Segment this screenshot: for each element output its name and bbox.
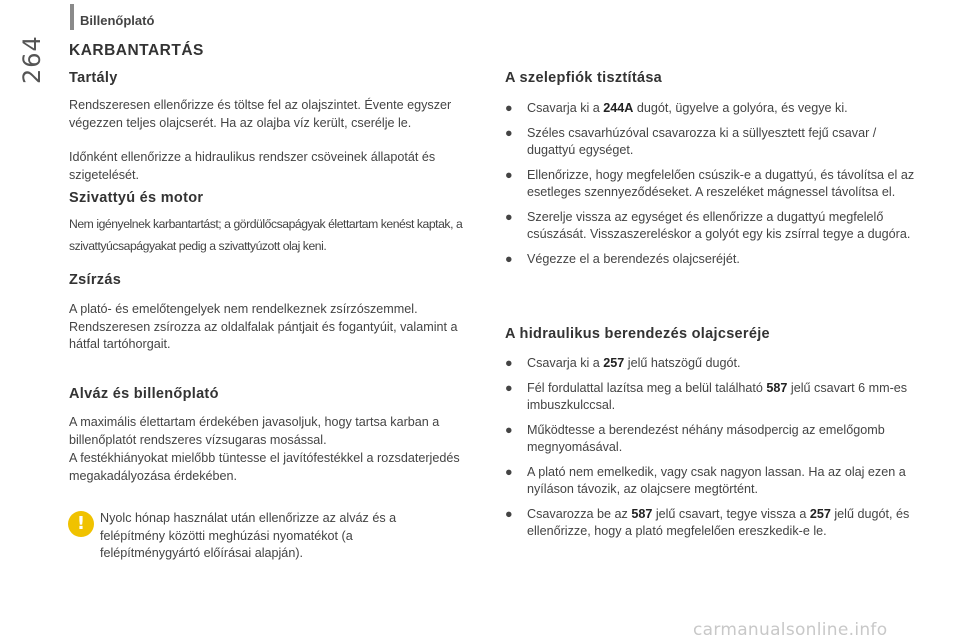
- chassis-paragraph-1: A maximális élettartam érdekében javasoljuk, hogy tartsa karban a billenőplatót rendszeres vízsugaras mosással.: [69, 415, 440, 447]
- list-item: ● Széles csavarhúzóval csavarozza ki a süllyesztett fejű csavar / dugattyú egységet.: [505, 125, 877, 157]
- chassis-paragraph-2: A festékhiányokat mielőbb tüntesse el javítófestékkel a rozsdaterjedés megakadályozása érdekében.: [69, 451, 460, 483]
- section-title-pump: Szivattyú és motor: [69, 190, 204, 206]
- tank-paragraph-1: Rendszeresen ellenőrizze és töltse fel az olajszintet. Évente egyszer végezzen teljes olajcserét. Ha az olajba víz került, cserélje le.: [69, 98, 452, 130]
- grease-paragraph: A plató- és emelőtengelyek nem rendelkeznek zsírzószemmel. Rendszeresen zsírozza az oldalfalak pántjait és fogantyúit, valamint a hátfal tartóhorgait.: [69, 302, 458, 351]
- exclamation-icon: !: [76, 513, 86, 534]
- valve-steps-list: [505, 100, 925, 275]
- section-title-oil-change: A hidraulikus berendezés olajcseréje: [505, 326, 770, 342]
- list-item: ● Végezze el a berendezés olajcseréjét.: [505, 251, 740, 266]
- warning-text: Nyolc hónap használat után ellenőrizze az alváz és a felépítmény közötti meghúzási nyomatékot (a felépítménygyártó előírásai alapján).: [100, 511, 397, 560]
- list-item: ● Fél fordulattal lazítsa meg a belül található 587 jelű csavart 6 mm-es imbuszkulccsal.: [505, 380, 908, 412]
- section-title-chassis: Alváz és billenőplató: [69, 386, 219, 402]
- section-title-grease: Zsírzás: [69, 272, 122, 288]
- watermark: carmanualsonline.info: [693, 620, 888, 640]
- section-title-valve: A szelepfiók tisztítása: [505, 70, 663, 86]
- chapter-title: Billenőplató: [80, 13, 155, 28]
- section-title-tank: Tartály: [69, 70, 118, 86]
- pump-paragraph: Nem igényelnek karbantartást; a gördülőcsapágyak élettartam kenést kaptak, a szivattyúcsapágyakat pedig a szivattyúzott olaj keni.: [69, 217, 463, 253]
- list-item: ● Ellenőrizze, hogy megfelelően csúszik-e a dugattyú, és távolítsa el az esetleges szennyeződéseket. A reszeléket mágnessel távolítsa el.: [505, 167, 915, 199]
- list-item: ● Csavarozza be az 587 jelű csavart, tegye vissza a 257 jelű dugót, és ellenőrizze, hogy a plató megfelelően ereszkedik-e le.: [505, 506, 910, 538]
- list-item: ● Csavarja ki a 257 jelű hatszögű dugót.: [505, 356, 741, 370]
- list-item: ● A plató nem emelkedik, vagy csak nagyon lassan. Ha az olaj ezen a nyíláson távozik, az olajcsere megtörtént.: [505, 464, 906, 496]
- list-item: ● Csavarja ki a 244A dugót, ügyelve a golyóra, és vegye ki.: [505, 101, 848, 115]
- oil-change-steps-list: [505, 355, 925, 548]
- chapter-side-bar: [70, 4, 74, 30]
- list-item: ● Működtesse a berendezést néhány másodpercig az emelőgomb megnyomásával.: [505, 422, 885, 454]
- page-title: KARBANTARTÁS: [69, 42, 204, 59]
- tank-paragraph-2: Időnként ellenőrizze a hidraulikus rendszer csöveinek állapotát és szigetelését.: [69, 150, 436, 182]
- list-item: ● Szerelje vissza az egységet és ellenőrizze a dugattyú megfelelő csúszását. Visszaszereléskor a golyót egy kis zsírral tegye a dugóra.: [505, 209, 911, 241]
- warning-icon: [68, 511, 94, 537]
- page-number: 264: [18, 35, 46, 84]
